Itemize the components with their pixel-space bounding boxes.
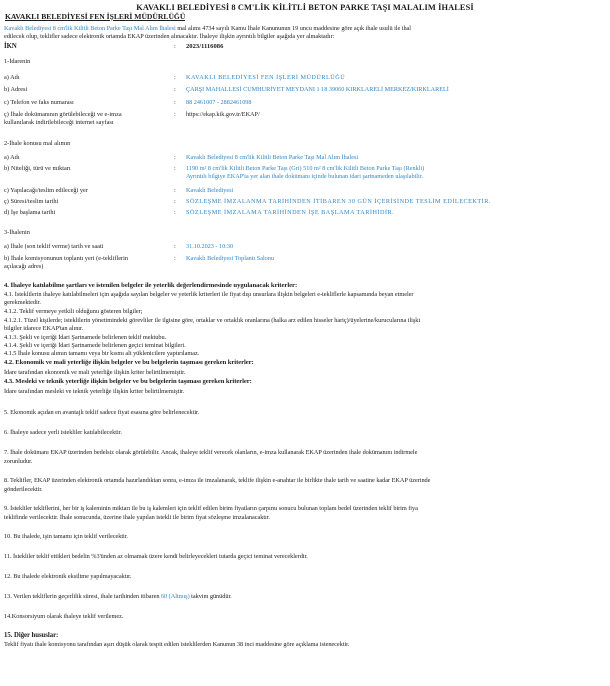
admin-address-label: b) Adresi — [4, 86, 28, 93]
meeting-place-value: Kavaklı Belediyesi Toplantı Salonu — [186, 255, 274, 262]
item-quantity-value: 1190 m² 8 cm'lik Kilitli Beton Parke Taşı (Gri) 510 m² 8 cm'lik Kilitli Beton Parke Taşı (Renkli) — [186, 165, 425, 172]
item-quantity-label: b) Niteliği, türü ve miktarı — [4, 165, 71, 172]
colon: : — [174, 165, 176, 172]
tender-doc-label-cont: kullanılarak indirilebileceği internet sayfası — [4, 119, 114, 126]
colon: : — [174, 187, 176, 194]
paragraph-7: 7. İhale dokümanı EKAP üzerinden bedelsiz olarak görülebilir. Ancak, ihaleye teklif verecek olanların, e-imza kullanarak EKAP üzerinden ihale dokümanını indirmele — [4, 449, 418, 456]
paragraph-9: 9. İstekliler tekliflerini, her bir iş kaleminin miktarı ile bu iş kalemleri için teklif edilen birim fiyatların çarpımı sonucu bulunan toplam bedel üzerinden teklif birim fiya — [4, 505, 418, 512]
validity-days: 60 (Altmış) — [160, 593, 190, 600]
intro-line-2: edilecek olup, teklifler sadece elektronik ortamda EKAP üzerinden alınacaktır. İhaleye ilişkin ayrıntılı bilgiler aşağıda yer almaktadır: — [4, 33, 335, 40]
section-4-1-text-cont: gerekmektedir. — [4, 299, 41, 306]
section-4-3-text: İdare tarafından mesleki ve teknik yeterliğe ilişkin kriter belirtilmemiştir. — [4, 388, 185, 395]
paragraph-9-cont: teklifinde verilecektir. İhale sonucunda, üzerine ihale yapılan istekli ile birim fiyat sözleşme imzalanacaktır. — [4, 514, 270, 521]
item-name-value: Kavaklı Belediyesi 8 cm'lik Kilitli Beton Parke Taşı Mal Alım İhalesi — [186, 154, 359, 161]
section-1-heading: 1-İdarenin — [4, 58, 31, 65]
paragraph-12: 12. Bu ihalede elektronik eksiltme yapılmayacaktır. — [4, 573, 132, 580]
admin-name-label: a) Adı — [4, 74, 20, 81]
delivery-place-value: Kavaklı Belediyesi — [186, 187, 234, 194]
section-4-1-2-1-text: 4.1.2.1. Tüzel kişilerde; isteklilerin yönetimindeki görevliler ile ilgisine göre, ortaklar ve ortaklık oranlarına (halka arz edilen hisseler hariç)/üyelerine/kurucularına ilişki — [4, 317, 421, 324]
paragraph-7-cont: zorunludur. — [4, 458, 33, 465]
section-4-1-2-1-text-cont: bilgiler idarece EKAP'tan alınır. — [4, 325, 84, 332]
paragraph-6: 6. İhaleye sadece yerli istekliler katılabilecektir. — [4, 429, 122, 436]
meeting-place-label-cont: açılacağı adres) — [4, 263, 44, 270]
paragraph-11: 11. İstekliler teklif ettikleri bedelin %3'ünden az olmamak üzere kendi belirleyecekleri tutarda geçici teminat vereceklerdir. — [4, 553, 308, 560]
section-4-2-text: İdare tarafından ekonomik ve mali yeterliğe ilişkin kriter belirtilmemiştir. — [4, 369, 186, 376]
paragraph-13-post: takvim günüdür. — [189, 593, 232, 600]
delivery-time-value: SÖZLEŞME İMZALANMA TARİHİNDEN İTİBAREN 30 GÜN İÇERİSİNDE TESLİM EDİLECEKTİR. — [186, 198, 491, 205]
intro-line-1 — [4, 25, 606, 32]
paragraph-13 — [4, 593, 232, 600]
start-date-value: SÖZLEŞME İMZALAMA TARİHİNDEN İŞE BAŞLAMA TARİHİDİR. — [186, 209, 395, 216]
delivery-place-label: c) Yapılacağı/teslim edileceği yer — [4, 187, 88, 194]
tender-datetime-label: a) İhale (son teklif verme) tarih ve saati — [4, 243, 104, 250]
section-4-1-4-text: 4.1.4. Şekli ve içeriği İdari Şartnamede belirlenen geçici teminat bilgileri. — [4, 342, 186, 349]
intro-line-1-rest: mal alımı 4734 sayılı Kamu İhale Kanununun 19 uncu maddesine göre açık ihale usulü ile ihal — [175, 25, 411, 32]
tender-doc-label: ç) İhale dokümanının görülebileceği ve e-imza — [4, 111, 122, 118]
section-15-heading: 15. Diğer hususlar: — [4, 632, 59, 639]
paragraph-8-cont: gönderilecektir. — [4, 486, 43, 493]
ikn-value: 2023/1116086 — [186, 43, 224, 50]
admin-phone-label: c) Telefon ve faks numarası — [4, 99, 74, 106]
item-quantity-detail: Ayrıntılı bilgiye EKAP'ta yer alan ihale dokümanı içinde bulunan idari şartnameden ulaşılabilir. — [186, 173, 423, 180]
colon: : — [174, 154, 176, 161]
section-3-heading: 3-İhalenin — [4, 229, 30, 236]
colon: : — [174, 111, 176, 118]
start-date-label: d) İşe başlama tarihi — [4, 209, 56, 216]
paragraph-15: Teklif fiyatı ihale komisyonu tarafından aşırı düşük olarak tespit edilen isteklilerden Kanunun 38 inci maddesine göre açıklama istenecektir. — [4, 641, 350, 648]
colon: : — [174, 198, 176, 205]
authority-name: KAVAKLI BELEDİYESİ FEN İŞLERİ MÜDÜRLÜĞÜ — [5, 12, 186, 21]
ikn-label: İKN — [4, 43, 17, 50]
section-4-2-heading: 4.2. Ekonomik ve mali yeterliğe ilişkin belgeler ve bu belgelerin taşıması gereken kriterler: — [4, 359, 254, 366]
colon: : — [174, 209, 176, 216]
colon: : — [174, 243, 176, 250]
paragraph-8: 8. Teklifler, EKAP üzerinden elektronik ortamda hazırlandıktan sonra, e-imza ile imzalanarak, teklife ilişkin e-anahtar ile birlikte ihale tarih ve saatine kadar EKAP üzerinde — [4, 477, 431, 484]
ekap-link[interactable]: https://ekap.kik.gov.tr/EKAP/ — [186, 111, 260, 118]
admin-name-value: KAVAKLI BELEDİYESİ FEN İŞLERİ MÜDÜRLÜĞÜ — [186, 74, 346, 81]
colon: : — [174, 86, 176, 93]
admin-phone-value: 88 2461007 - 2882461098 — [186, 99, 252, 106]
section-4-3-heading: 4.3. Mesleki ve teknik yeterliğe ilişkin belgeler ve bu belgelerin taşıması gereken kriterler: — [4, 378, 252, 385]
intro-tender-name: Kavaklı Belediyesi 8 cm'lik Kilitli Beton Parke Taşı Mal Alım İhalesi — [4, 25, 176, 32]
colon: : — [174, 74, 176, 81]
announcement-title: KAVAKLI BELEDİYESİ 8 CM'LİK KİLİTLİ BETON PARKE TAŞI MALALIM İHALESİ — [136, 3, 474, 12]
section-4-1-3-text: 4.1.3. Şekli ve içeriği İdari Şartnamede belirlenen teklif mektubu. — [4, 334, 167, 341]
paragraph-14: 14.Konsorsiyum olarak ihaleye teklif verilemez. — [4, 613, 124, 620]
tender-datetime-value: 31.10.2023 - 10:30 — [186, 243, 234, 250]
meeting-place-label: b) İhale komisyonunun toplantı yeri (e-tekliflerin — [4, 255, 128, 262]
section-4-1-5-text: 4.1.5 İhale konusu alımın tamamı veya bir kısmı alt yüklenicilere yaptırılamaz. — [4, 350, 200, 357]
colon: : — [174, 43, 176, 50]
paragraph-10: 10. Bu ihalede, işin tamamı için teklif verilecektir. — [4, 533, 128, 540]
paragraph-5: 5. Ekonomik açıdan en avantajlı teklif sadece fiyat esasına göre belirlenecektir. — [4, 409, 200, 416]
section-4-1-text: 4.1. İsteklilerin ihaleye katılabilmeleri için aşağıda sayılan belgeler ve yeterlik kriterleri ile fiyat dışı unsurlara ilişkin belgeleri e-tekliflerle kapsamında beyan etmeler — [4, 291, 414, 298]
item-name-label: a) Adı — [4, 154, 20, 161]
admin-address-value: ÇARŞI MAHALLESİ CUMHURİYET MEYDANI 1 18 39060 KIRKLARELİ MERKEZ/KIRKLARELİ — [186, 86, 449, 93]
delivery-time-label: ç) Süresi/teslim tarihi — [4, 198, 59, 205]
colon: : — [174, 99, 176, 106]
section-2-heading: 2-İhale konusu mal alımın — [4, 140, 71, 147]
section-4-heading: 4. İhaleye katılabilme şartları ve istenilen belgeler ile yeterlik değerlendirmesinde uygulanacak kriterler: — [4, 282, 298, 289]
colon: : — [174, 255, 176, 262]
paragraph-13-pre: 13. Verilen tekliflerin geçerlilik süresi, ihale tarihinden itibaren — [4, 593, 161, 600]
section-4-1-2-text: 4.1.2. Teklif vermeye yetkili olduğunu gösteren bilgiler; — [4, 308, 143, 315]
